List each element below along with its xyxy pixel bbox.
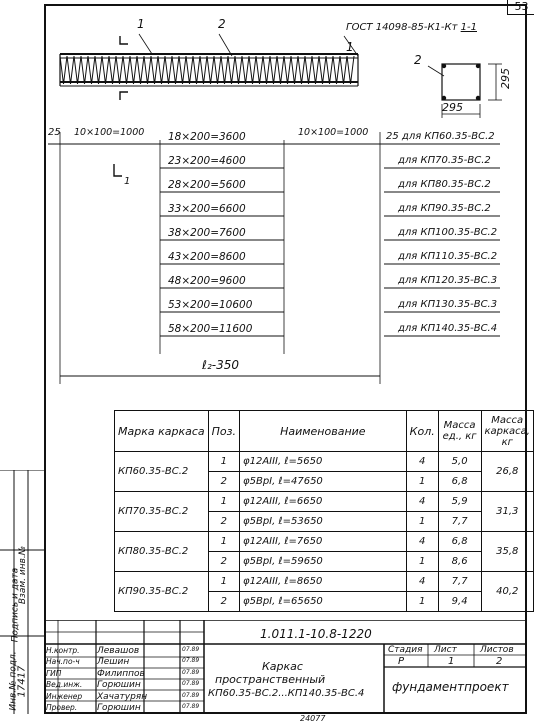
cell-mark: КП70.35-ВС.2: [115, 492, 209, 532]
cell-qty: 4: [406, 492, 438, 512]
person-role-label: Нач.по-ч: [46, 657, 80, 667]
table-row: [115, 492, 534, 512]
cell-pos: 1: [208, 572, 239, 592]
cell-name: φ12АIII, ℓ=8650: [240, 572, 407, 592]
cell-pos: 2: [208, 472, 239, 492]
dim-left-margin: 25: [48, 127, 61, 138]
row-destination: для КП80.35-ВС.2: [398, 179, 491, 190]
row-middle-dimension: 18×200=3600: [168, 131, 246, 143]
section-height: 295: [499, 68, 512, 89]
sheets-value: 2: [496, 656, 503, 667]
gost-label: ГОСТ 14098-85-К1-Кт 1-1: [346, 22, 477, 33]
stamp-label-replace: Взам. инв.№: [18, 545, 29, 605]
cell-name: φ12АIII, ℓ=6650: [240, 492, 407, 512]
row-destination: для КП70.35-ВС.2: [398, 155, 491, 166]
org-name: фундаментпроект: [392, 680, 509, 694]
cell-mark: КП90.35-ВС.2: [115, 572, 209, 612]
row-middle-dimension: 23×200=4600: [168, 155, 246, 167]
row-middle-dimension: 58×200=11600: [168, 323, 253, 335]
callout-2: 2: [218, 17, 226, 31]
col-mass-unit: Масса ед., кг: [438, 411, 481, 452]
dim-left-seg: 10×100=1000: [74, 127, 145, 138]
sheet-value: 1: [448, 656, 455, 667]
title-line1: Каркас: [262, 660, 303, 673]
cell-mass-frame: 26,8: [481, 452, 534, 492]
cell-pos: 2: [208, 592, 239, 612]
sheets-label: Листов: [480, 645, 514, 655]
row-destination: для КП130.35-ВС.3: [398, 299, 498, 310]
cell-qty: 4: [406, 452, 438, 472]
cell-mass: 6,8: [438, 532, 481, 552]
bottom-note: 24077: [300, 714, 326, 723]
stage-label: Стадия: [388, 645, 423, 655]
cell-name: φ5ВрI, ℓ=47650: [240, 472, 407, 492]
row-destination: для КП120.35-ВС.3: [398, 275, 498, 286]
cell-qty: 4: [406, 572, 438, 592]
stamp-label-sign: Подпись и дата: [10, 567, 21, 643]
cell-mass: 7,7: [438, 572, 481, 592]
callout-1: 1: [137, 17, 145, 31]
cell-mass: 7,7: [438, 512, 481, 532]
person-name: Горюшин: [97, 680, 141, 691]
cell-qty: 1: [406, 512, 438, 532]
row-middle-dimension: 53×200=10600: [168, 299, 253, 311]
title-line2: пространственный: [215, 673, 326, 686]
cell-mass: 9,4: [438, 592, 481, 612]
doc-code: 1.011.1-10.8-1220: [260, 627, 372, 641]
cell-qty: 1: [406, 552, 438, 572]
row-middle-dimension: 33×200=6600: [168, 203, 246, 215]
col-qty: Кол.: [406, 411, 438, 452]
row-destination: для КП100.35-ВС.2: [398, 227, 498, 238]
person-date: 07.89: [182, 703, 200, 710]
dim-right-seg: 10×100=1000: [298, 127, 369, 138]
cell-name: φ12АIII, ℓ=7650: [240, 532, 407, 552]
row-destination: 25 для КП60.35-ВС.2: [386, 131, 495, 142]
stamp-number: 17417: [16, 665, 28, 698]
person-name: Хачатурян: [97, 691, 148, 702]
title-line3: КП60.35-ВС.2...КП140.35-ВС.4: [208, 688, 365, 699]
table-row: [115, 572, 534, 592]
cell-pos: 1: [208, 492, 239, 512]
cell-name: φ12АIII, ℓ=5650: [240, 452, 407, 472]
col-name: Наименование: [240, 411, 407, 452]
callout-1-right: 1: [346, 40, 354, 54]
cell-name: φ5ВрI, ℓ=53650: [240, 512, 407, 532]
cell-qty: 4: [406, 532, 438, 552]
person-name: Горюшин: [97, 703, 141, 713]
zigzag-lattice: [60, 56, 354, 84]
page-number: 53: [507, 0, 534, 15]
cell-mark: КП80.35-ВС.2: [115, 532, 209, 572]
stamp-label-inv: Инв.№ подл.: [8, 651, 19, 711]
cell-mass-frame: 31,3: [481, 492, 534, 532]
frame-drawing: [44, 4, 527, 394]
person-date: 07.89: [182, 680, 200, 688]
section-width: 295: [442, 101, 463, 114]
cell-pos: 1: [208, 452, 239, 472]
person-role-label: Н.контр.: [46, 646, 80, 655]
section-mark-num: 1: [124, 176, 131, 187]
cell-mass-frame: 35,8: [481, 532, 534, 572]
cell-qty: 1: [406, 592, 438, 612]
row-destination: для КП110.35-ВС.2: [398, 251, 498, 262]
row-middle-dimension: 43×200=8600: [168, 251, 246, 263]
person-role-label: ГИП: [46, 668, 62, 678]
cell-pos: 2: [208, 512, 239, 532]
total-length: ℓ₂-350: [202, 358, 240, 372]
spec-table: [114, 410, 534, 612]
cell-name: φ5ВрI, ℓ=65650: [240, 592, 407, 612]
col-pos: Поз.: [208, 411, 239, 452]
row-middle-dimension: 48×200=9600: [168, 275, 246, 287]
cell-qty: 1: [406, 472, 438, 492]
cell-pos: 1: [208, 532, 239, 552]
person-date: 07.89: [182, 657, 200, 665]
person-date: 07.89: [182, 668, 200, 676]
person-role-label: Провер.: [46, 703, 78, 712]
cell-mass: 6,8: [438, 472, 481, 492]
table-row: [115, 532, 534, 552]
cell-pos: 2: [208, 552, 239, 572]
row-destination: для КП140.35-ВС.4: [398, 323, 498, 334]
cell-mass: 5,0: [438, 452, 481, 472]
row-middle-dimension: 38×200=7600: [168, 227, 246, 239]
col-mark: Марка каркаса: [115, 411, 209, 452]
cell-name: φ5ВрI, ℓ=59650: [240, 552, 407, 572]
person-date: 07.89: [182, 691, 200, 699]
person-date: 07.89: [182, 646, 200, 653]
row-destination: для КП90.35-ВС.2: [398, 203, 491, 214]
table-row: [115, 452, 534, 472]
section-callout-2: 2: [414, 53, 422, 67]
person-name: Левашов: [97, 646, 140, 656]
person-name: Филиппов: [97, 668, 145, 679]
person-name: Лешин: [97, 657, 130, 668]
row-middle-dimension: 28×200=5600: [168, 179, 246, 191]
cell-mass-frame: 40,2: [481, 572, 534, 612]
sheet-label: Лист: [434, 645, 457, 655]
person-role-label: Инженер: [46, 691, 83, 701]
person-role-label: Вед.инж.: [46, 680, 83, 690]
cell-mark: КП60.35-ВС.2: [115, 452, 209, 492]
stage-value: Р: [398, 656, 405, 667]
cell-mass: 8,6: [438, 552, 481, 572]
col-mass-frame: Масса каркаса, кг: [481, 411, 534, 452]
cell-mass: 5,9: [438, 492, 481, 512]
